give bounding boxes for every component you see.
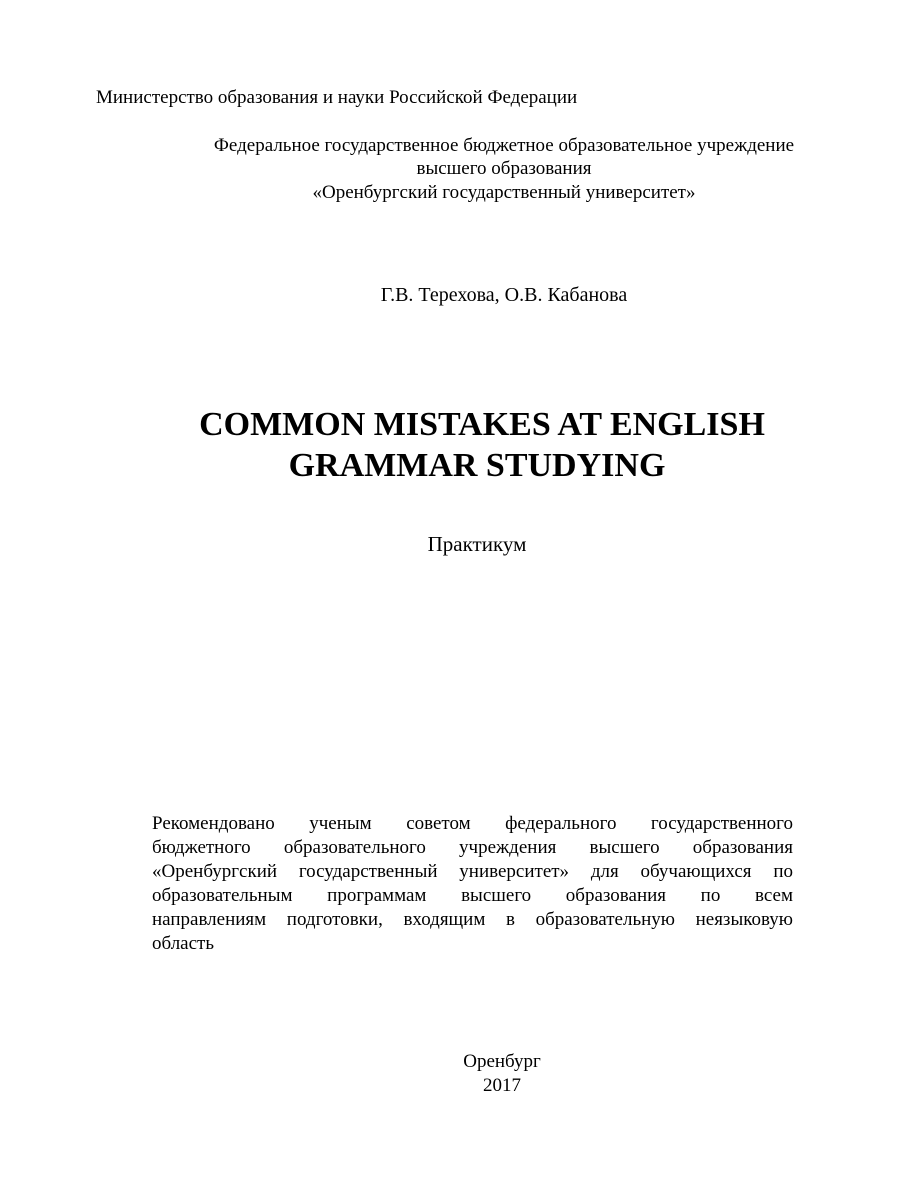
recommendation-paragraph — [152, 812, 793, 956]
ministry-name: Министерство образования и науки Российской Федерации — [96, 87, 578, 108]
institution-line-1: Федеральное государственное бюджетное образовательное учреждение — [213, 135, 795, 156]
book-subtitle: Практикум — [427, 532, 527, 556]
recommendation-line-1: Рекомендовано ученым советом федерального государственного — [152, 813, 793, 834]
book-title-line-1: COMMON MISTAKES AT ENGLISH — [199, 406, 765, 443]
recommendation-line-2: бюджетного образовательного учреждения высшего образования — [152, 837, 793, 858]
recommendation-line-3: «Оренбургский государственный университет» для обучающихся по — [152, 861, 793, 882]
publication-city: Оренбург — [463, 1051, 541, 1072]
publication-year: 2017 — [483, 1075, 521, 1096]
recommendation-line-5: направлениям подготовки, входящим в образовательную неязыковую — [152, 909, 793, 930]
authors: Г.В. Терехова, О.В. Кабанова — [380, 284, 628, 306]
institution-line-2: высшего образования — [416, 158, 592, 179]
recommendation-line-4: образовательным программам высшего образования по всем — [152, 885, 793, 906]
recommendation-line-6: область — [152, 933, 215, 954]
institution-line-3: «Оренбургский государственный университет» — [312, 182, 696, 203]
book-title-line-2: GRAMMAR STUDYING — [288, 447, 666, 484]
